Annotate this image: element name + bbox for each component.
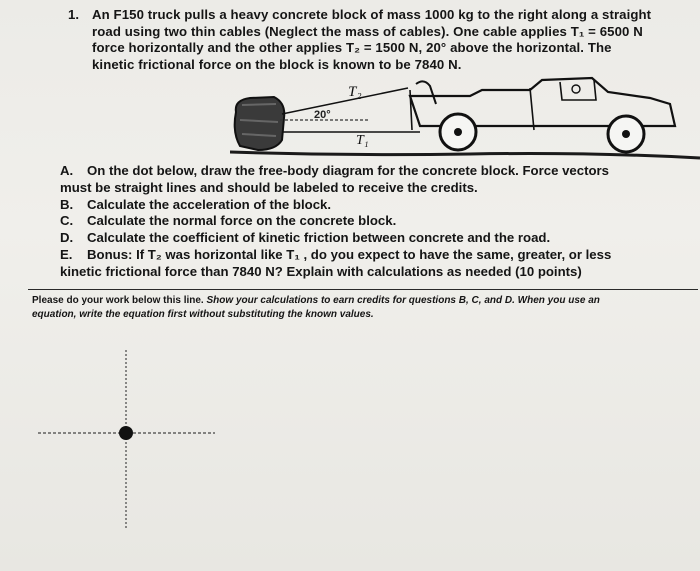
instruction-italic: Show your calculations to earn credits for questions B, C, and D. When you use an xyxy=(206,295,600,306)
part-text: Bonus: If T₂ was horizontal like T₁ , do you expect to have the same, greater, or less xyxy=(87,246,612,262)
question-number: 1. xyxy=(68,7,79,22)
question-line: kinetic frictional force on the block is known to be 7840 N. xyxy=(92,56,462,72)
part-text: Calculate the coefficient of kinetic friction between concrete and the road. xyxy=(87,230,551,246)
part-text: Calculate the normal force on the concrete block. xyxy=(87,213,397,229)
part-text-continued: kinetic frictional force than 7840 N? Explain with calculations as needed (10 points) xyxy=(60,263,582,279)
fbd-dot xyxy=(119,426,133,440)
truck-sketch xyxy=(230,70,700,170)
part-a xyxy=(60,163,680,180)
part-letter: E. xyxy=(60,246,73,262)
label-t2: T₂ xyxy=(348,84,362,100)
part-letter: C. xyxy=(60,213,74,229)
question-text xyxy=(92,7,652,73)
free-body-diagram-area[interactable] xyxy=(30,345,230,545)
question-line: road using two thin cables (Neglect the mass of cables). One cable applies T₁ = 6500 N xyxy=(92,23,643,39)
part-e xyxy=(60,247,680,264)
part-text-continued: must be straight lines and should be labeled to receive the credits. xyxy=(60,179,478,195)
label-t1: T₁ xyxy=(356,133,369,148)
part-letter: D. xyxy=(60,230,74,246)
part-text: On the dot below, draw the free-body diagram for the concrete block. Force vectors xyxy=(87,163,609,178)
question-line: An F150 truck pulls a heavy concrete block of mass 1000 kg to the right along a straight xyxy=(92,7,652,22)
instruction-italic: equation, write the equation first without substituting the known values. xyxy=(32,309,374,320)
part-d xyxy=(60,230,680,247)
work-divider-line xyxy=(28,289,698,290)
part-text: Calculate the acceleration of the block. xyxy=(87,196,332,212)
instruction-plain: Please do your work below this line. xyxy=(32,295,207,306)
part-letter: A. xyxy=(60,163,74,178)
question-line: force horizontally and the other applies T₂ = 1500 N, 20° above the horizontal. The xyxy=(92,40,612,55)
question-parts xyxy=(60,163,680,281)
part-letter: B. xyxy=(60,196,74,212)
work-instructions xyxy=(32,294,692,322)
part-c xyxy=(60,213,680,230)
label-angle: 20° xyxy=(314,109,331,121)
cable-t2 xyxy=(282,88,408,114)
part-b xyxy=(60,197,680,214)
